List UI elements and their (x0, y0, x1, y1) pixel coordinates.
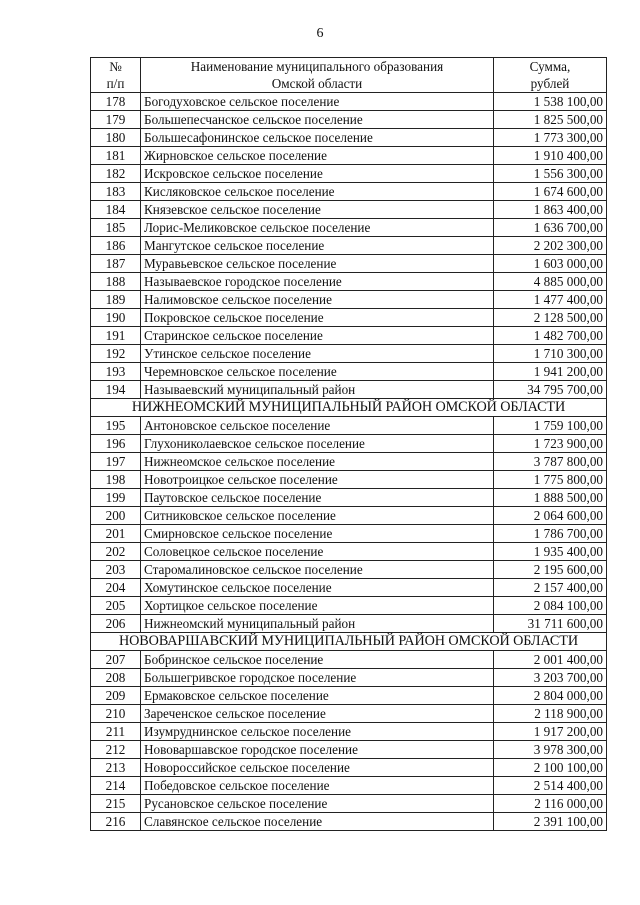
row-sum: 2 804 000,00 (494, 687, 607, 705)
table-row (91, 543, 607, 561)
row-number: 198 (91, 471, 141, 489)
table-row (91, 165, 607, 183)
row-name: Хортицкое сельское поселение (141, 597, 494, 615)
row-number: 204 (91, 579, 141, 597)
row-sum: 2 195 600,00 (494, 561, 607, 579)
row-name: Называевский муниципальный район (141, 381, 494, 399)
header-number-line2: п/п (106, 76, 125, 91)
row-number: 183 (91, 183, 141, 201)
row-sum: 2 001 400,00 (494, 651, 607, 669)
row-number: 187 (91, 255, 141, 273)
table-row (91, 471, 607, 489)
table-row (91, 309, 607, 327)
row-sum: 1 941 200,00 (494, 363, 607, 381)
table-row (91, 417, 607, 435)
table-row (91, 723, 607, 741)
row-name: Покровское сельское поселение (141, 309, 494, 327)
row-name: Большесафонинское сельское поселение (141, 129, 494, 147)
table-row (91, 651, 607, 669)
table-row (91, 219, 607, 237)
row-sum: 1 888 500,00 (494, 489, 607, 507)
row-sum: 3 787 800,00 (494, 453, 607, 471)
row-number: 209 (91, 687, 141, 705)
row-name: Новороссийское сельское поселение (141, 759, 494, 777)
row-name: Победовское сельское поселение (141, 777, 494, 795)
row-name: Мангутское сельское поселение (141, 237, 494, 255)
header-number (91, 58, 141, 93)
row-number: 188 (91, 273, 141, 291)
row-number: 179 (91, 111, 141, 129)
row-sum: 1 935 400,00 (494, 543, 607, 561)
row-number: 196 (91, 435, 141, 453)
table-row (91, 255, 607, 273)
row-name: Глухониколаевское сельское поселение (141, 435, 494, 453)
row-name: Славянское сельское поселение (141, 813, 494, 831)
table-row (91, 705, 607, 723)
row-sum: 1 674 600,00 (494, 183, 607, 201)
row-sum: 2 157 400,00 (494, 579, 607, 597)
row-number: 184 (91, 201, 141, 219)
row-sum: 2 128 500,00 (494, 309, 607, 327)
row-sum: 1 710 300,00 (494, 345, 607, 363)
row-name: Ситниковское сельское поселение (141, 507, 494, 525)
row-number: 213 (91, 759, 141, 777)
row-name: Налимовское сельское поселение (141, 291, 494, 309)
row-sum: 1 775 800,00 (494, 471, 607, 489)
row-number: 202 (91, 543, 141, 561)
section-header-row (91, 399, 607, 417)
row-name: Князевское сельское поселение (141, 201, 494, 219)
row-sum: 2 391 100,00 (494, 813, 607, 831)
row-name: Большепесчанское сельское поселение (141, 111, 494, 129)
row-number: 189 (91, 291, 141, 309)
row-number: 180 (91, 129, 141, 147)
row-number: 190 (91, 309, 141, 327)
table-row (91, 669, 607, 687)
table-row (91, 687, 607, 705)
table-row (91, 615, 607, 633)
table-row (91, 291, 607, 309)
row-sum: 2 118 900,00 (494, 705, 607, 723)
row-name: Муравьевское сельское поселение (141, 255, 494, 273)
row-name: Называевское городское поселение (141, 273, 494, 291)
row-sum: 1 773 300,00 (494, 129, 607, 147)
table-row (91, 489, 607, 507)
table-row (91, 147, 607, 165)
row-sum: 1 723 900,00 (494, 435, 607, 453)
table-row (91, 435, 607, 453)
row-sum: 2 100 100,00 (494, 759, 607, 777)
row-sum: 1 477 400,00 (494, 291, 607, 309)
table-row (91, 579, 607, 597)
table-row (91, 111, 607, 129)
row-name: Богодуховское сельское поселение (141, 93, 494, 111)
row-name: Смирновское сельское поселение (141, 525, 494, 543)
section-title: НОВОВАРШАВСКИЙ МУНИЦИПАЛЬНЫЙ РАЙОН ОМСКОЙ ОБЛАСТИ (91, 633, 607, 651)
row-name: Зареченское сельское поселение (141, 705, 494, 723)
row-name: Нижнеомское сельское поселение (141, 453, 494, 471)
row-number: 193 (91, 363, 141, 381)
row-sum: 2 202 300,00 (494, 237, 607, 255)
table-row (91, 345, 607, 363)
table-row (91, 759, 607, 777)
row-number: 197 (91, 453, 141, 471)
table-row (91, 129, 607, 147)
row-number: 201 (91, 525, 141, 543)
row-number: 200 (91, 507, 141, 525)
header-sum-line1: Сумма, (529, 59, 571, 74)
header-sum-line2: рублей (530, 76, 570, 91)
table-body (91, 93, 607, 831)
table-row (91, 201, 607, 219)
row-name: Ермаковское сельское поселение (141, 687, 494, 705)
row-name: Кисляковское сельское поселение (141, 183, 494, 201)
row-name: Большегривское городское поселение (141, 669, 494, 687)
table-row (91, 327, 607, 345)
page-number: 6 (316, 26, 324, 41)
row-name: Паутовское сельское поселение (141, 489, 494, 507)
row-number: 191 (91, 327, 141, 345)
row-number: 195 (91, 417, 141, 435)
row-sum: 1 786 700,00 (494, 525, 607, 543)
row-sum: 3 203 700,00 (494, 669, 607, 687)
row-name: Старомалиновское сельское поселение (141, 561, 494, 579)
table-row (91, 363, 607, 381)
allocation-table (90, 57, 607, 831)
table-row (91, 273, 607, 291)
row-sum: 34 795 700,00 (494, 381, 607, 399)
row-name: Жирновское сельское поселение (141, 147, 494, 165)
row-number: 181 (91, 147, 141, 165)
row-number: 207 (91, 651, 141, 669)
row-name: Утинское сельское поселение (141, 345, 494, 363)
table-row (91, 453, 607, 471)
row-sum: 2 064 600,00 (494, 507, 607, 525)
row-number: 182 (91, 165, 141, 183)
row-sum: 3 978 300,00 (494, 741, 607, 759)
table-row (91, 795, 607, 813)
table-row (91, 561, 607, 579)
row-number: 210 (91, 705, 141, 723)
row-sum: 4 885 000,00 (494, 273, 607, 291)
row-sum: 1 759 100,00 (494, 417, 607, 435)
row-number: 212 (91, 741, 141, 759)
row-sum: 2 084 100,00 (494, 597, 607, 615)
row-number: 185 (91, 219, 141, 237)
row-sum: 1 917 200,00 (494, 723, 607, 741)
row-number: 208 (91, 669, 141, 687)
row-name: Нововаршавское городское поселение (141, 741, 494, 759)
table-row (91, 183, 607, 201)
row-name: Хомутинское сельское поселение (141, 579, 494, 597)
row-number: 199 (91, 489, 141, 507)
row-sum: 1 825 500,00 (494, 111, 607, 129)
row-number: 216 (91, 813, 141, 831)
table-header-row (91, 58, 607, 93)
row-number: 206 (91, 615, 141, 633)
row-number: 192 (91, 345, 141, 363)
row-name: Русановское сельское поселение (141, 795, 494, 813)
table-row (91, 597, 607, 615)
row-number: 178 (91, 93, 141, 111)
row-sum: 1 603 000,00 (494, 255, 607, 273)
row-number: 194 (91, 381, 141, 399)
row-sum: 1 538 100,00 (494, 93, 607, 111)
row-name: Соловецкое сельское поселение (141, 543, 494, 561)
row-sum: 1 863 400,00 (494, 201, 607, 219)
row-name: Нижнеомский муниципальный район (141, 615, 494, 633)
table-row (91, 93, 607, 111)
header-name (141, 58, 494, 93)
header-number-line1: № (109, 59, 122, 74)
table-row (91, 507, 607, 525)
row-sum: 31 711 600,00 (494, 615, 607, 633)
row-name: Бобринское сельское поселение (141, 651, 494, 669)
header-name-line2: Омской области (271, 76, 363, 91)
table-row (91, 381, 607, 399)
table-row (91, 525, 607, 543)
table-row (91, 741, 607, 759)
row-sum: 1 482 700,00 (494, 327, 607, 345)
row-name: Старинское сельское поселение (141, 327, 494, 345)
row-name: Искровское сельское поселение (141, 165, 494, 183)
section-title: НИЖНЕОМСКИЙ МУНИЦИПАЛЬНЫЙ РАЙОН ОМСКОЙ ОБЛАСТИ (91, 399, 607, 417)
row-sum: 2 514 400,00 (494, 777, 607, 795)
row-name: Новотроицкое сельское поселение (141, 471, 494, 489)
header-sum (494, 58, 607, 93)
row-name: Изумруднинское сельское поселение (141, 723, 494, 741)
row-name: Черемновское сельское поселение (141, 363, 494, 381)
row-number: 203 (91, 561, 141, 579)
row-number: 211 (91, 723, 141, 741)
row-sum: 2 116 000,00 (494, 795, 607, 813)
header-name-line1: Наименование муниципального образования (190, 59, 444, 74)
row-sum: 1 910 400,00 (494, 147, 607, 165)
table-row (91, 237, 607, 255)
row-number: 186 (91, 237, 141, 255)
table-row (91, 777, 607, 795)
row-name: Антоновское сельское поселение (141, 417, 494, 435)
row-sum: 1 636 700,00 (494, 219, 607, 237)
row-number: 215 (91, 795, 141, 813)
row-number: 205 (91, 597, 141, 615)
row-number: 214 (91, 777, 141, 795)
table-row (91, 813, 607, 831)
row-name: Лорис-Меликовское сельское поселение (141, 219, 494, 237)
row-sum: 1 556 300,00 (494, 165, 607, 183)
section-header-row (91, 633, 607, 651)
